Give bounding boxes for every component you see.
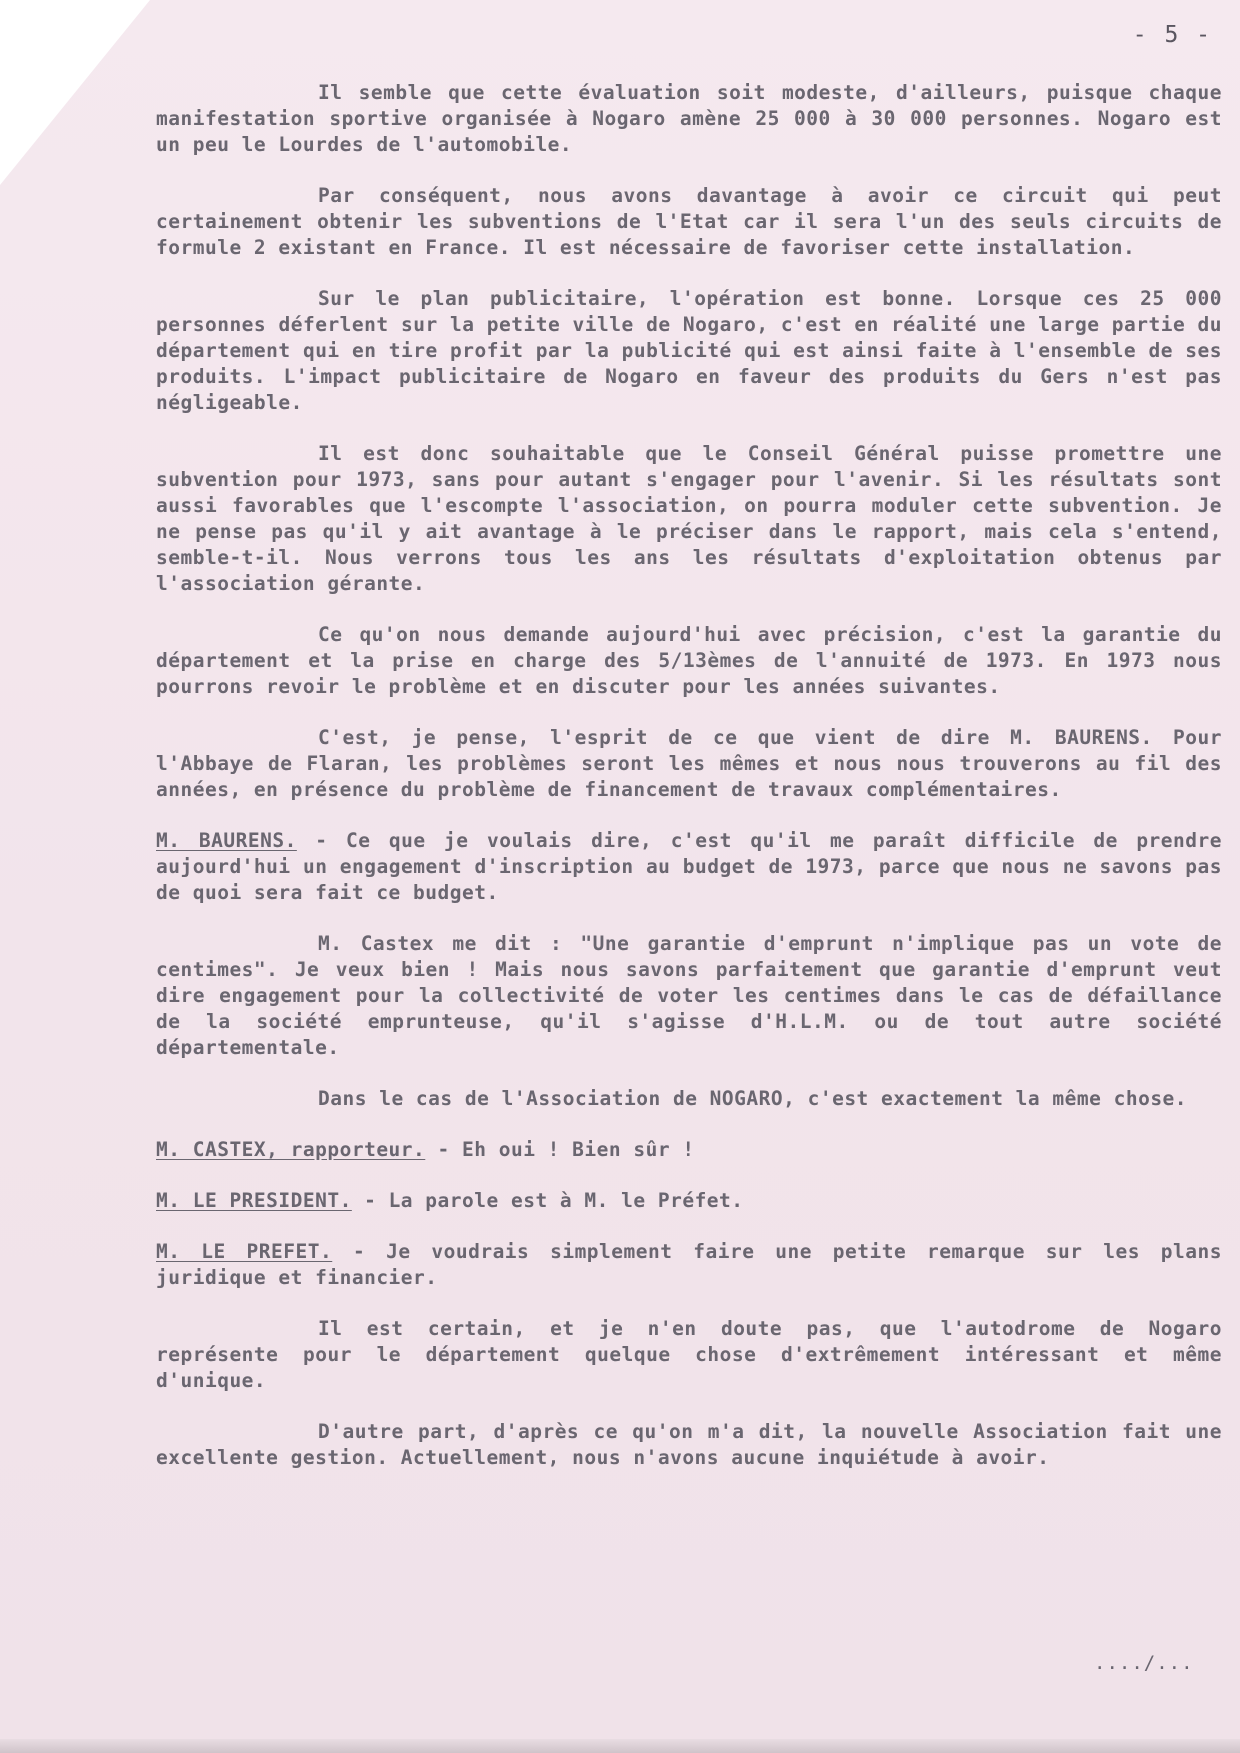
paragraph-12	[156, 1239, 1222, 1291]
paragraph-11	[156, 1188, 1222, 1214]
paragraph-14: D'autre part, d'après ce qu'on m'a dit, la nouvelle Association fait une excellente gestion. Actuellement, nous n'avons aucune inquiétude à avoir.	[156, 1420, 1222, 1469]
paragraph-4: Il est donc souhaitable que le Conseil Général puisse promettre une subvention pour 1973, sans pour autant s'engager pour l'avenir. Si les résultats sont aussi favorables que l'escompte l'association, on pourra moduler cette subvention. Je ne pense pas qu'il y ait avantage à le préciser dans le rapport, mais cela s'entend, semble-t-il. Nous verrons tous les ans les résultats d'exploitation obtenus par l'association gérante.	[156, 442, 1222, 595]
paragraph-13: Il est certain, et je n'en doute pas, que l'autodrome de Nogaro représente pour le département quelque chose d'extrêmement intéressant et même d'unique.	[156, 1317, 1222, 1392]
paragraph-7	[156, 828, 1222, 906]
paragraph-1: Il semble que cette évaluation soit modeste, d'ailleurs, puisque chaque manifestation sportive organisée à Nogaro amène 25 000 à 30 000 personnes. Nogaro est un peu le Lourdes de l'automobile.	[156, 81, 1222, 156]
page-bottom-edge	[0, 1739, 1240, 1753]
speech-prefet: - Je voudrais simplement faire une petite remarque sur les plans juridique et financier.	[156, 1240, 1222, 1289]
paragraph-5: Ce qu'on nous demande aujourd'hui avec précision, c'est la garantie du département et la prise en charge des 5/13èmes de l'annuité de 1973. En 1973 nous pourrons revoir le problème et en discuter pour les années suivantes.	[156, 623, 1222, 698]
speaker-president: M. LE PRESIDENT.	[156, 1189, 352, 1212]
speech-baurens: - Ce que je voulais dire, c'est qu'il me paraît difficile de prendre aujourd'hui un engagement d'inscription au budget de 1973, parce que nous ne savons pas de quoi sera fait ce budget.	[156, 829, 1223, 904]
paragraph-6: C'est, je pense, l'esprit de ce que vient de dire M. BAURENS. Pour l'Abbaye de Flaran, les problèmes seront les mêmes et nous nous trouverons au fil des années, en présence du problème de financement de travaux complémentaires.	[156, 726, 1222, 801]
folded-corner	[0, 0, 150, 185]
document-body	[156, 80, 1222, 1496]
paragraph-3: Sur le plan publicitaire, l'opération est bonne. Lorsque ces 25 000 personnes déferlent sur la petite ville de Nogaro, c'est en réalité une large partie du département qui en tire profit par la publicité qui est ainsi faite à l'ensemble de ses produits. L'impact publicitaire de Nogaro en faveur des produits du Gers n'est pas négligeable.	[156, 287, 1222, 414]
speaker-baurens: M. BAURENS.	[156, 829, 297, 852]
speech-president: - La parole est à M. le Préfet.	[351, 1189, 744, 1212]
paragraph-2: Par conséquent, nous avons davantage à avoir ce circuit qui peut certainement obtenir les subventions de l'Etat car il sera l'un des seuls circuits de formule 2 existant en France. Il est nécessaire de favoriser cette installation.	[156, 184, 1222, 259]
paragraph-8: M. Castex me dit : "Une garantie d'emprunt n'implique pas un vote de centimes". Je veux bien ! Mais nous savons parfaitement que garantie d'emprunt veut dire engagement pour la collectivité de voter les centimes dans le cas de défaillance de la société emprunteuse, qu'il s'agisse d'H.L.M. ou de tout autre société départementale.	[156, 932, 1222, 1059]
continuation-mark: ..../...	[1094, 1652, 1194, 1674]
paragraph-9: Dans le cas de l'Association de NOGARO, c'est exactement la même chose.	[318, 1087, 1188, 1110]
speech-castex: - Eh oui ! Bien sûr !	[425, 1138, 695, 1161]
page-number: - 5 -	[1132, 22, 1212, 48]
paragraph-10	[156, 1137, 1222, 1163]
speaker-prefet: M. LE PREFET.	[156, 1240, 333, 1263]
speaker-castex: M. CASTEX, rapporteur.	[156, 1138, 426, 1161]
